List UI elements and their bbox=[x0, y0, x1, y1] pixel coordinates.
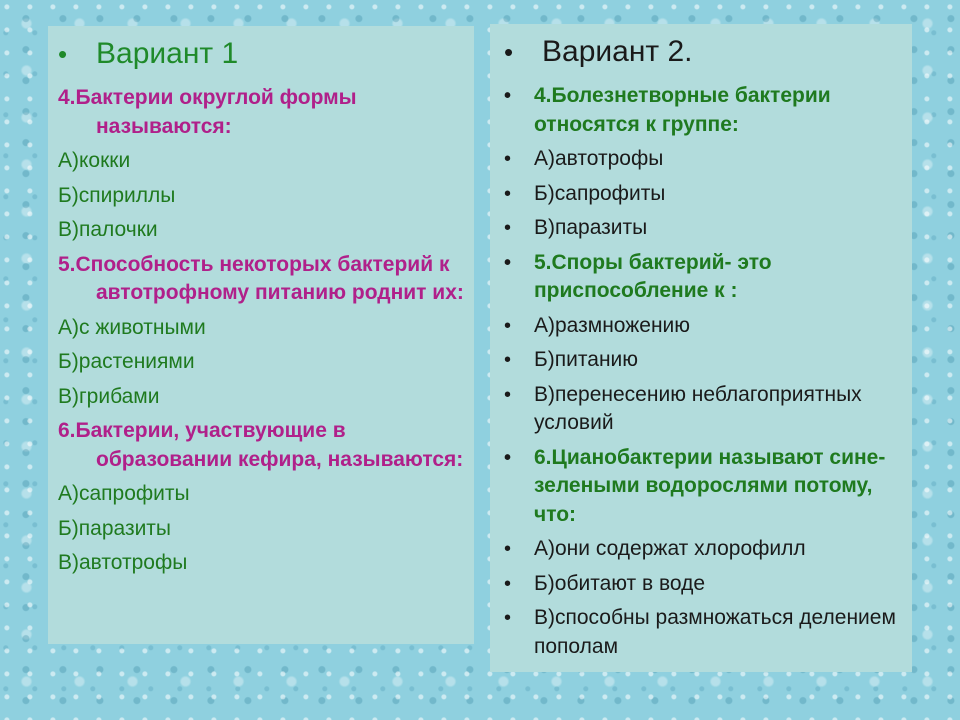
question-4: 4.Бактерии округлой формы называются: bbox=[58, 86, 357, 138]
answer-option: • В)перенесению неблагоприятных условий bbox=[504, 381, 902, 438]
bullet-icon: • bbox=[504, 37, 514, 67]
answer-option: Б)спириллы bbox=[58, 183, 176, 207]
answer-option: В)автотрофы bbox=[58, 551, 188, 574]
answer-option: • Б)обитают в воде bbox=[504, 570, 902, 599]
question-5: 5.Способность некоторых бактерий к автотрофному питанию роднит их: bbox=[58, 252, 464, 304]
question-4: • 4.Болезнетворные бактерии относятся к группе: bbox=[504, 82, 902, 139]
variant-1-title: Вариант 1 bbox=[96, 37, 239, 70]
answer-option: • В)паразиты bbox=[504, 214, 902, 243]
answer-option: • В)способны размножаться делением пополам bbox=[504, 604, 902, 661]
answer-option: • Б)сапрофиты bbox=[504, 180, 902, 209]
variant-2-title: Вариант 2. bbox=[542, 35, 693, 68]
answer-option: А)с животными bbox=[58, 315, 206, 339]
variant-1-panel bbox=[48, 26, 474, 644]
question-5: • 5.Споры бактерий- это приспособление к : bbox=[504, 249, 902, 306]
question-6: • 6.Цианобактерии называют сине-зелеными водорослями потому, что: bbox=[504, 444, 902, 530]
answer-option: • А)они содержат хлорофилл bbox=[504, 535, 902, 564]
answer-option: • А)автотрофы bbox=[504, 145, 902, 174]
answer-option: А)кокки bbox=[58, 149, 131, 172]
bullet-icon: • bbox=[58, 39, 68, 69]
answer-option: Б)растениями bbox=[58, 350, 195, 373]
answer-option: В)палочки bbox=[58, 218, 158, 241]
variant-1-heading bbox=[58, 34, 464, 74]
answer-option: • Б)питанию bbox=[504, 346, 902, 375]
question-6: 6.Бактерии, участвующие в образовании кефира, называются: bbox=[58, 419, 464, 471]
answer-option: • А)размножению bbox=[504, 312, 902, 341]
variant-2-panel bbox=[490, 24, 912, 672]
answer-option: А)сапрофиты bbox=[58, 482, 190, 505]
answer-option: Б)паразиты bbox=[58, 516, 172, 540]
answer-option: В)грибами bbox=[58, 384, 160, 408]
variant-2-heading bbox=[504, 32, 902, 72]
